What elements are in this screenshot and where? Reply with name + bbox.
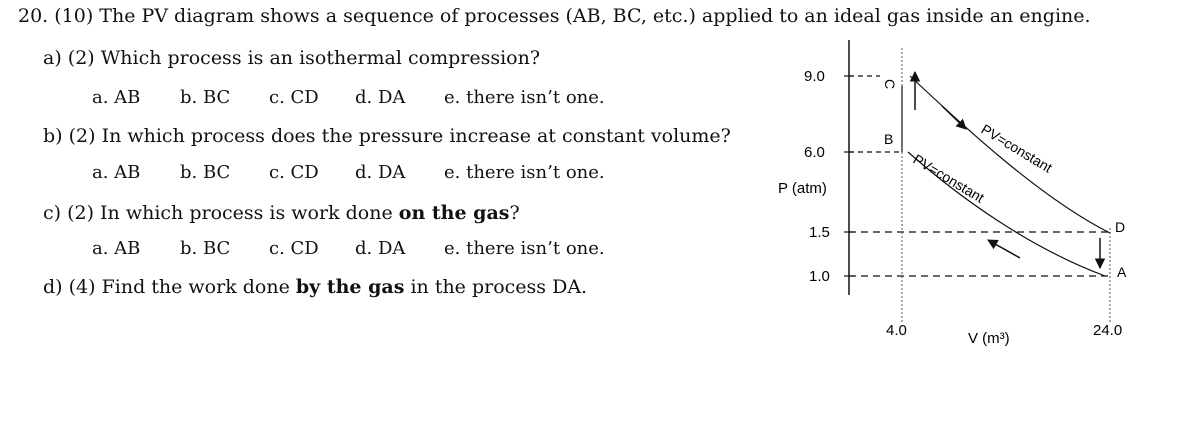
arrow-cd: [942, 106, 966, 129]
y-tick-label-6: 6.0: [804, 144, 825, 161]
option-e[interactable]: e. there isn’t one.: [444, 162, 605, 183]
isotherm-cd-curve: [910, 76, 1110, 233]
x-tick-label-4: 4.0: [886, 322, 907, 339]
question-d-prompt-pre: d) (4) Find the work done: [43, 276, 296, 298]
y-tick-label-1-5: 1.5: [809, 224, 830, 241]
curve-label-upper: PV=constant: [978, 120, 1056, 176]
option-d[interactable]: d. DA: [355, 87, 406, 108]
question-b-prompt: b) (2) In which process does the pressure increase at constant volume?: [43, 125, 731, 147]
point-label-c: C: [882, 79, 898, 90]
option-a[interactable]: a. AB: [92, 162, 141, 183]
y-tick-label-9: 9.0: [804, 68, 825, 85]
option-b[interactable]: b. BC: [180, 162, 231, 183]
question-d-prompt-bold: by the gas: [295, 276, 405, 298]
x-axis-label: V (m³): [968, 330, 1010, 347]
option-a[interactable]: a. AB: [92, 87, 141, 108]
y-axis-label: P (atm): [778, 180, 827, 197]
point-label-d: D: [1115, 219, 1126, 235]
option-c[interactable]: c. CD: [269, 87, 319, 108]
question-d-prompt: [43, 276, 587, 298]
option-d[interactable]: d. DA: [355, 162, 406, 183]
option-b[interactable]: b. BC: [180, 238, 231, 259]
curve-label-lower: PV=constant: [910, 150, 988, 206]
point-label-a: A: [1117, 264, 1127, 280]
question-c-prompt-post: ?: [509, 202, 520, 224]
point-label-b: B: [884, 131, 894, 147]
question-c-prompt-bold: on the gas: [398, 202, 510, 224]
option-c[interactable]: c. CD: [269, 238, 319, 259]
option-d[interactable]: d. DA: [355, 238, 406, 259]
x-tick-label-24: 24.0: [1093, 322, 1123, 339]
question-c-prompt-pre: c) (2) In which process is work done: [43, 202, 399, 224]
question-a-prompt: a) (2) Which process is an isothermal compression?: [43, 47, 541, 69]
question-c-prompt: [43, 202, 520, 224]
option-e[interactable]: e. there isn’t one.: [444, 87, 605, 108]
option-a[interactable]: a. AB: [92, 238, 141, 259]
pv-diagram: [760, 28, 1160, 358]
problem-header: 20. (10) The PV diagram shows a sequence of processes (AB, BC, etc.) applied to an ideal gas inside an engine.: [18, 5, 1091, 27]
arrow-ab: [988, 240, 1020, 258]
y-tick-label-1-0: 1.0: [809, 268, 830, 285]
option-e[interactable]: e. there isn’t one.: [444, 238, 605, 259]
option-c[interactable]: c. CD: [269, 162, 319, 183]
question-d-prompt-post: in the process DA.: [404, 276, 588, 298]
option-b[interactable]: b. BC: [180, 87, 231, 108]
